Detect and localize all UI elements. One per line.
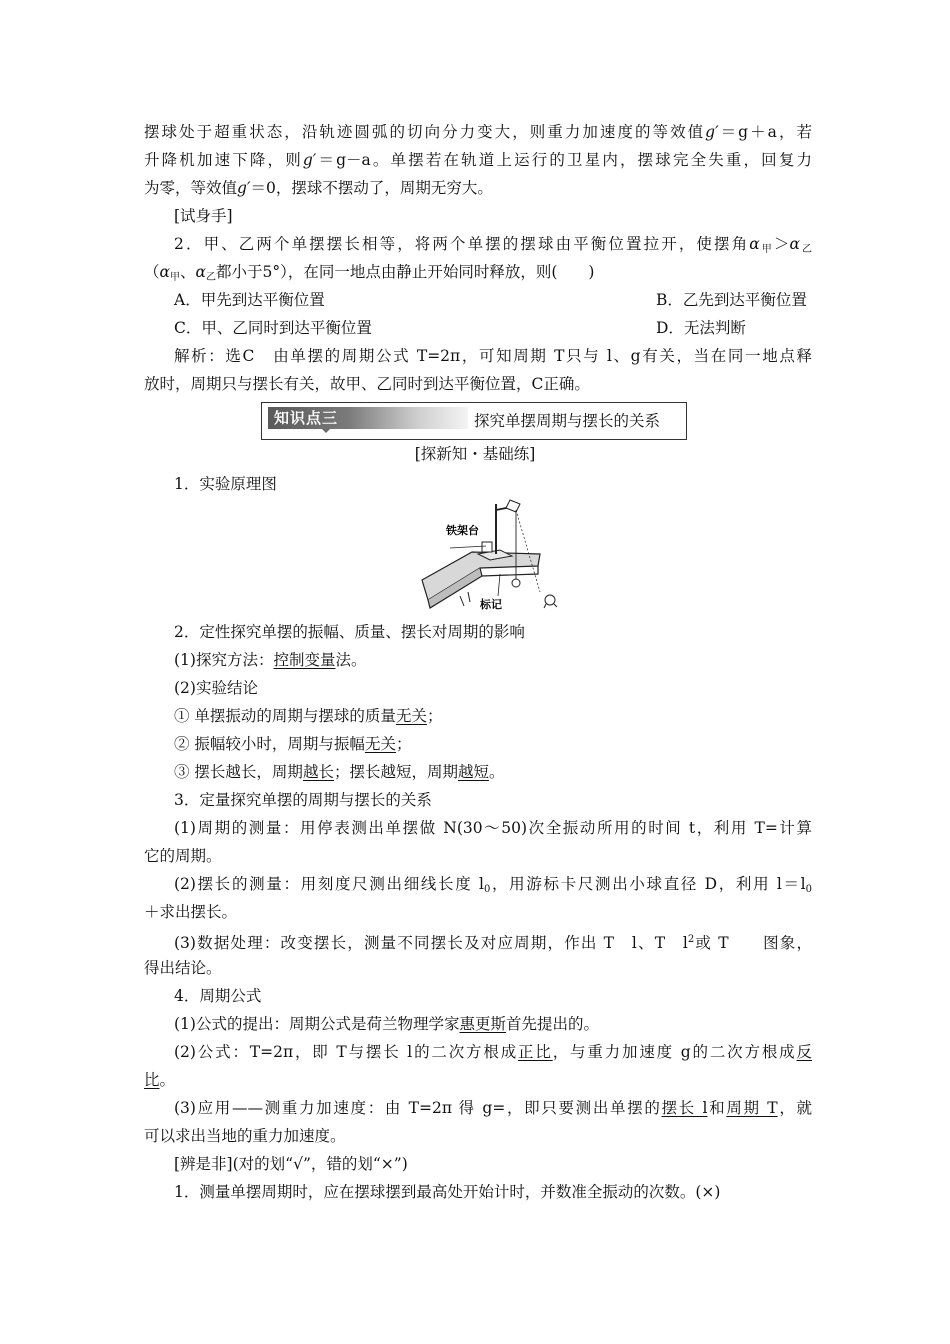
item-heading: 4．周期公式 bbox=[174, 987, 262, 1005]
conclusion-item: ① 单摆振动的周期与摆球的质量无关； bbox=[174, 707, 443, 725]
paragraph-line: (1)公式的提出：周期公式是荷兰物理学家惠更斯首先提出的。 bbox=[174, 1015, 599, 1033]
judge-label: [辨是非](对的划“√”，错的划“×”) bbox=[174, 1155, 408, 1173]
paragraph-line: (2)摆长的测量：用刻度尺测出细线长度 $l_0$，用游标卡尺测出小球直径 D，利用 $l=l_0$ bbox=[174, 875, 812, 895]
paragraph-line: (2)实验结论 bbox=[174, 679, 258, 697]
answer-line: 放时，周期只与摆长有关，故甲、乙同时到达平衡位置，C正确。 bbox=[144, 375, 590, 393]
label-mark: 标记 bbox=[480, 598, 502, 611]
conclusion-item: ③ 摆长越长，周期越长；摆长越短，周期越短。 bbox=[174, 763, 505, 781]
paragraph-line: ＋求出摆长。 bbox=[144, 903, 238, 921]
paragraph-line: 为零，等效值g′＝0，摆球不摆动了，周期无穷大。 bbox=[144, 179, 493, 197]
section-subheading: [探新知・基础练] bbox=[414, 445, 536, 463]
conclusion-item: ② 振幅较小时，周期与振幅无关； bbox=[174, 735, 412, 753]
paragraph-line: 它的周期。 bbox=[144, 847, 222, 865]
question-stem: 2．甲、乙两个单摆摆长相等，将两个单摆的摆球由平衡位置拉开，使摆角$\alpha_甲>\alpha_乙$ bbox=[174, 235, 813, 255]
option-a: A．甲先到达平衡位置 bbox=[174, 291, 325, 309]
label-iron-stand: 铁架台 bbox=[446, 524, 479, 537]
question-stem: （$\alpha_甲$、$\alpha_乙$都小于5°），在同一地点由静止开始同时释放，则( ) bbox=[144, 263, 595, 283]
paragraph-line: (2)公式：T=2π，即 T与摆长 l的二次方根成正比，与重力加速度 g的二次方根成反 bbox=[174, 1043, 812, 1061]
option-b: B．乙先到达平衡位置 bbox=[656, 291, 807, 309]
paragraph-line: (3)应用——测重力加速度：由 T=2π 得 g=，即只要测出单摆的摆长 l和周期 T，就 bbox=[174, 1099, 812, 1117]
answer-line: 解析：选C 由单摆的周期公式 T=2π，可知周期 T只与 l、g有关，当在同一地点释 bbox=[174, 347, 812, 365]
paragraph-line: 升降机加速下降，则g′＝g－a。单摆若在轨道上运行的卫星内，摆球完全失重，回复力 bbox=[144, 151, 812, 169]
paragraph-line: (1)探究方法：控制变量法。 bbox=[174, 651, 367, 669]
paragraph-line: 得出结论。 bbox=[144, 959, 222, 977]
item-heading: 3．定量探究单摆的周期与摆长的关系 bbox=[174, 791, 432, 809]
pendulum-apparatus-figure bbox=[420, 496, 570, 614]
options-row bbox=[174, 314, 812, 342]
paragraph-line: 摆球处于超重状态，沿轨迹圆弧的切向分力变大，则重力加速度的等效值g′＝g＋a，若 bbox=[144, 123, 812, 141]
section-title: 探究单摆周期与摆长的关系 bbox=[474, 412, 661, 430]
knowledge-point-header bbox=[261, 402, 687, 440]
paragraph-line: 比。 bbox=[144, 1071, 176, 1089]
paragraph-line: (3)数据处理：改变摆长，测量不同摆长及对应周期，作出 T l、T $l^2$或 T 图象， bbox=[174, 934, 812, 952]
options-row bbox=[174, 286, 812, 314]
judge-item: 1．测量单摆周期时，应在摆球摆到最高处开始计时，并数准全振动的次数。(×) bbox=[174, 1183, 721, 1201]
paragraph-line: 可以求出当地的重力加速度。 bbox=[144, 1127, 346, 1145]
item-heading: 1．实验原理图 bbox=[174, 475, 277, 493]
tag-notch-icon bbox=[322, 429, 330, 433]
knowledge-point-tag: 知识点三 bbox=[268, 407, 468, 429]
paragraph-line: (1)周期的测量：用停表测出单摆做 N(30～50)次全振动所用的时间 t，利用 T=计算 bbox=[174, 819, 812, 837]
option-d: D．无法判断 bbox=[656, 319, 746, 337]
item-heading: 2．定性探究单摆的振幅、质量、摆长对周期的影响 bbox=[174, 623, 525, 641]
try-label: [试身手] bbox=[174, 207, 233, 225]
option-c: C．甲、乙同时到达平衡位置 bbox=[174, 319, 372, 337]
